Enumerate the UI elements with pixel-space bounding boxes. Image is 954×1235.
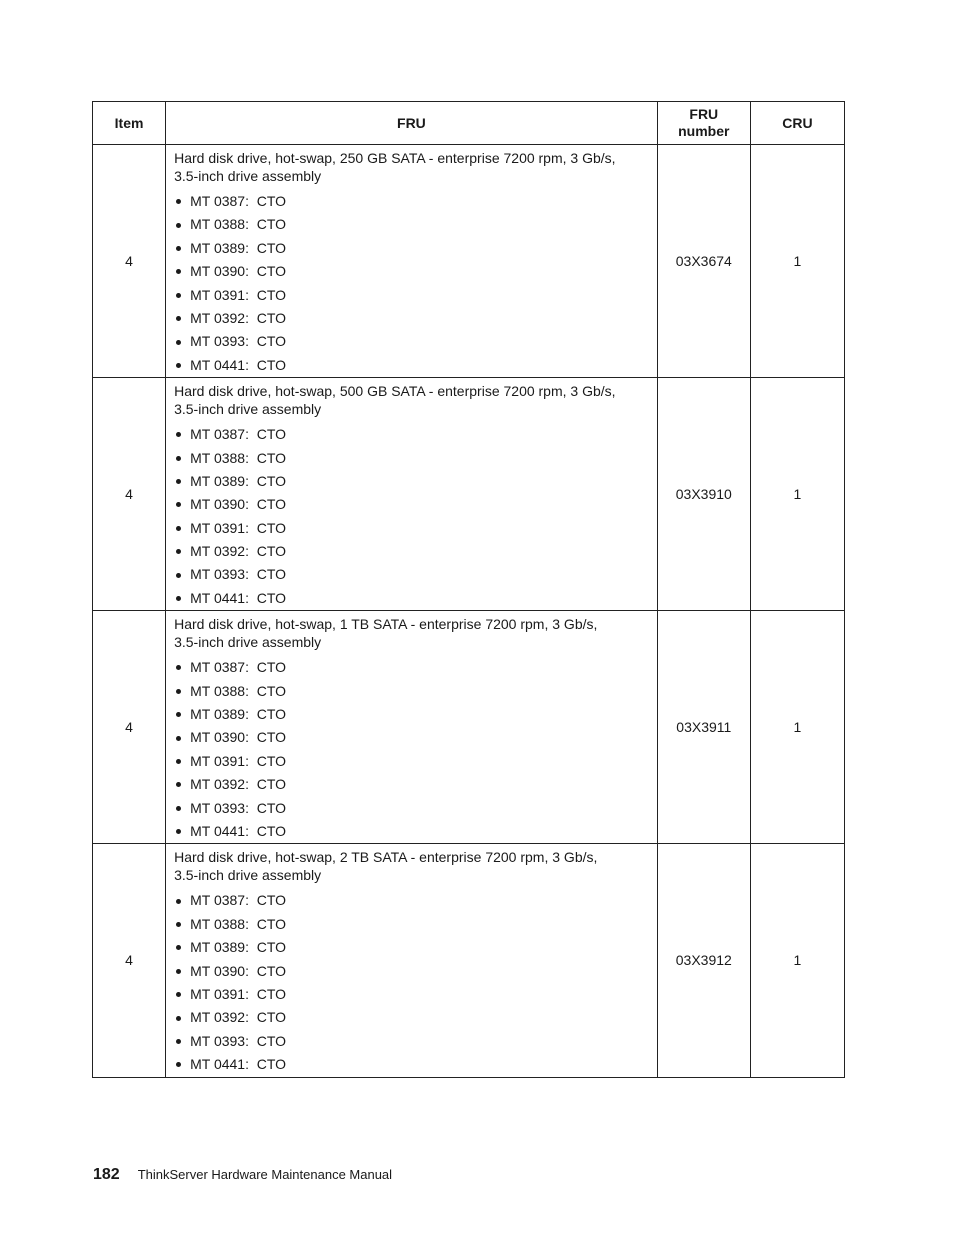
page-number: 182 [93, 1166, 120, 1183]
list-item [174, 330, 649, 353]
bullet-icon [176, 293, 181, 298]
list-item [174, 936, 649, 959]
fru-description-line2: 3.5-inch drive assembly [174, 167, 322, 184]
list-item [174, 493, 649, 516]
header-fru-number-line2: number [678, 123, 730, 139]
bullet-icon [176, 269, 181, 274]
bullet-icon [176, 899, 181, 904]
bullet-icon [176, 665, 181, 670]
bullet-icon [176, 526, 181, 531]
list-item [174, 587, 649, 610]
machine-type-text: MT 0390: CTO [190, 263, 287, 280]
bullet-icon [176, 1039, 181, 1044]
list-item [174, 307, 649, 330]
fru-description-cell [166, 611, 658, 844]
cru-cell: 1 [750, 378, 844, 611]
machine-type-text: MT 0388: CTO [190, 915, 287, 932]
bullet-icon [176, 922, 181, 927]
machine-type-text: MT 0389: CTO [190, 472, 287, 489]
list-item [174, 680, 649, 703]
fru-description-line1: Hard disk drive, hot-swap, 2 TB SATA - enterprise 7200 rpm, 3 Gb/s, [174, 849, 598, 866]
list-item [174, 750, 649, 773]
machine-type-text: MT 0388: CTO [190, 449, 287, 466]
item-cell: 4 [93, 378, 166, 611]
header-fru-number [657, 102, 750, 145]
machine-type-text: MT 0389: CTO [190, 939, 287, 956]
machine-type-text: MT 0393: CTO [190, 799, 287, 816]
list-item [174, 237, 649, 260]
machine-type-text: MT 0392: CTO [190, 309, 287, 326]
fru-number-cell: 03X3674 [657, 145, 750, 378]
cru-cell: 1 [750, 145, 844, 378]
bullet-icon [176, 596, 181, 601]
bullet-icon [176, 199, 181, 204]
machine-type-text: MT 0392: CTO [190, 1009, 287, 1026]
list-item [174, 354, 649, 377]
fru-description-line1: Hard disk drive, hot-swap, 250 GB SATA - enterprise 7200 rpm, 3 Gb/s, [174, 150, 616, 166]
machine-type-text: MT 0393: CTO [190, 1032, 287, 1049]
machine-type-text: MT 0391: CTO [190, 985, 287, 1002]
machine-type-text: MT 0387: CTO [190, 892, 287, 909]
machine-type-list [174, 190, 649, 377]
machine-type-text: MT 0388: CTO [190, 682, 287, 699]
table-header-row [93, 102, 845, 145]
fru-number-cell: 03X3912 [657, 844, 750, 1077]
machine-type-text: MT 0391: CTO [190, 752, 287, 769]
bullet-icon [176, 992, 181, 997]
list-item [174, 540, 649, 563]
bullet-icon [176, 1016, 181, 1021]
fru-description [174, 849, 649, 884]
list-item [174, 284, 649, 307]
list-item [174, 797, 649, 820]
machine-type-text: MT 0391: CTO [190, 519, 287, 536]
list-item [174, 517, 649, 540]
fru-number-cell: 03X3911 [657, 611, 750, 844]
cru-cell: 1 [750, 844, 844, 1077]
list-item [174, 1030, 649, 1053]
item-cell: 4 [93, 844, 166, 1077]
page-footer [93, 1166, 392, 1186]
machine-type-text: MT 0387: CTO [190, 193, 287, 209]
header-item: Item [93, 102, 166, 145]
fru-description-line2: 3.5-inch drive assembly [174, 866, 322, 883]
list-item [174, 423, 649, 446]
machine-type-text: MT 0390: CTO [190, 962, 287, 979]
header-cru: CRU [750, 102, 844, 145]
machine-type-text: MT 0392: CTO [190, 543, 287, 560]
header-fru: FRU [166, 102, 658, 145]
bullet-icon [176, 223, 181, 228]
fru-description-cell [166, 378, 658, 611]
bullet-icon [176, 806, 181, 811]
machine-type-text: MT 0389: CTO [190, 239, 287, 256]
bullet-icon [176, 782, 181, 787]
bullet-icon [176, 502, 181, 507]
fru-description [174, 150, 649, 185]
machine-type-list [174, 889, 649, 1076]
machine-type-list [174, 656, 649, 843]
header-fru-number-line1: FRU [689, 106, 719, 122]
fru-description [174, 616, 649, 651]
machine-type-text: MT 0387: CTO [190, 426, 287, 443]
list-item [174, 960, 649, 983]
list-item [174, 726, 649, 749]
machine-type-text: MT 0391: CTO [190, 286, 287, 303]
list-item [174, 447, 649, 470]
list-item [174, 656, 649, 679]
list-item [174, 820, 649, 843]
machine-type-text: MT 0390: CTO [190, 496, 287, 513]
bullet-icon [176, 1062, 181, 1067]
bullet-icon [176, 759, 181, 764]
fru-description-line2: 3.5-inch drive assembly [174, 633, 322, 650]
item-cell: 4 [93, 611, 166, 844]
bullet-icon [176, 363, 181, 368]
manual-title: ThinkServer Hardware Maintenance Manual [137, 1167, 393, 1182]
machine-type-text: MT 0441: CTO [190, 356, 287, 373]
list-item [174, 913, 649, 936]
machine-type-text: MT 0441: CTO [190, 822, 287, 839]
machine-type-text: MT 0441: CTO [190, 589, 287, 606]
table-row [93, 145, 845, 378]
machine-type-text: MT 0393: CTO [190, 566, 287, 583]
fru-description-line2: 3.5-inch drive assembly [174, 400, 322, 417]
bullet-icon [176, 479, 181, 484]
bullet-icon [176, 829, 181, 834]
fru-parts-table [92, 101, 845, 1078]
table-row [93, 378, 845, 611]
list-item [174, 190, 649, 213]
machine-type-text: MT 0393: CTO [190, 333, 287, 350]
list-item [174, 213, 649, 236]
fru-description-cell [166, 844, 658, 1077]
bullet-icon [176, 432, 181, 437]
item-cell: 4 [93, 145, 166, 378]
machine-type-text: MT 0387: CTO [190, 659, 287, 676]
machine-type-text: MT 0392: CTO [190, 776, 287, 793]
table-row [93, 611, 845, 844]
machine-type-text: MT 0388: CTO [190, 216, 287, 233]
list-item [174, 703, 649, 726]
bullet-icon [176, 945, 181, 950]
bullet-icon [176, 573, 181, 578]
bullet-icon [176, 969, 181, 974]
list-item [174, 470, 649, 493]
list-item [174, 563, 649, 586]
machine-type-text: MT 0389: CTO [190, 706, 287, 723]
bullet-icon [176, 316, 181, 321]
machine-type-text: MT 0390: CTO [190, 729, 287, 746]
list-item [174, 773, 649, 796]
list-item [174, 260, 649, 283]
bullet-icon [176, 456, 181, 461]
machine-type-list [174, 423, 649, 610]
machine-type-text: MT 0441: CTO [190, 1056, 287, 1073]
bullet-icon [176, 712, 181, 717]
cru-cell: 1 [750, 611, 844, 844]
bullet-icon [176, 246, 181, 251]
bullet-icon [176, 736, 181, 741]
list-item [174, 1053, 649, 1076]
bullet-icon [176, 340, 181, 345]
fru-number-cell: 03X3910 [657, 378, 750, 611]
fru-description [174, 383, 649, 418]
fru-description-line1: Hard disk drive, hot-swap, 1 TB SATA - enterprise 7200 rpm, 3 Gb/s, [174, 616, 598, 633]
bullet-icon [176, 689, 181, 694]
table-row [93, 844, 845, 1077]
list-item [174, 1006, 649, 1029]
list-item [174, 983, 649, 1006]
bullet-icon [176, 549, 181, 554]
list-item [174, 889, 649, 912]
fru-description-line1: Hard disk drive, hot-swap, 500 GB SATA - enterprise 7200 rpm, 3 Gb/s, [174, 383, 616, 400]
fru-description-cell [166, 145, 658, 378]
